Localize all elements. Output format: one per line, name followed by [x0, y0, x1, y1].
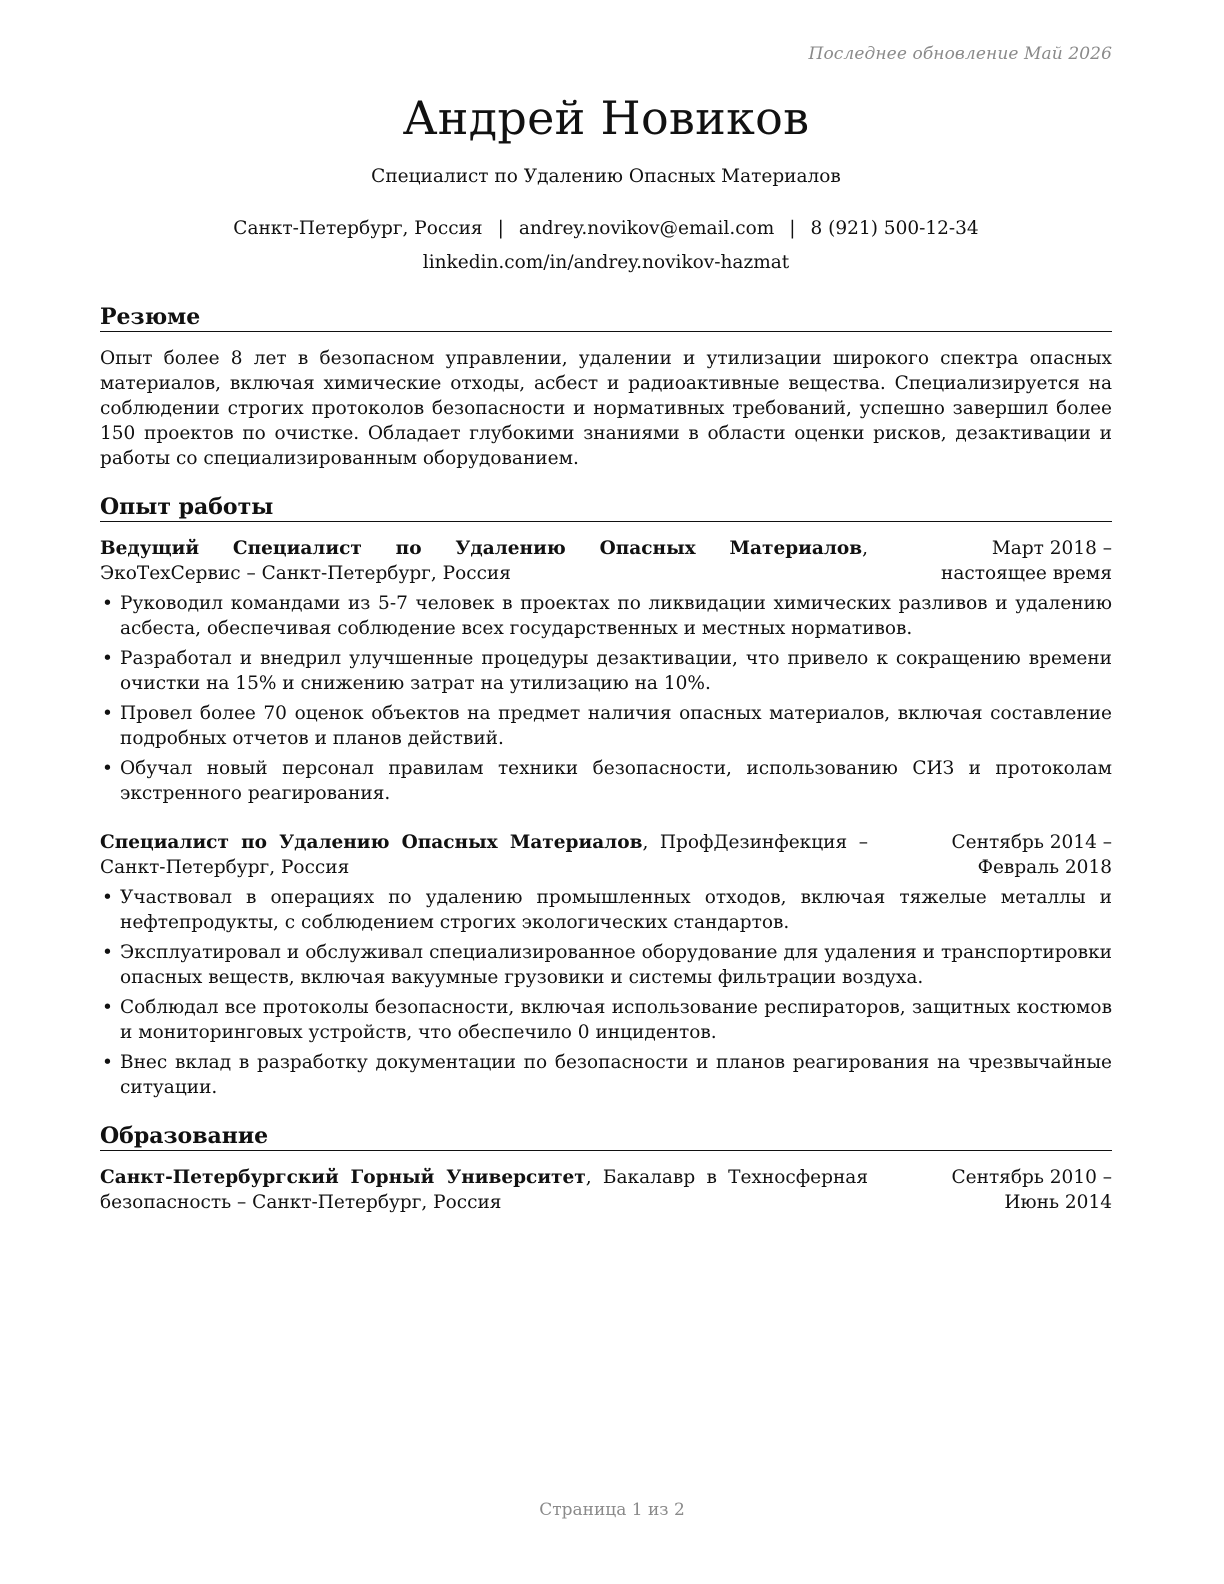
job-title-line: [100, 830, 868, 880]
education-line: [100, 1165, 868, 1215]
job-bullet: • Руководил командами из 5-7 человек в проектах по ликвидации химических разливов и удалению асбеста, обеспечивая соблюдение всех государственных и местных нормативов.: [100, 591, 1112, 641]
job-header: [100, 830, 1112, 880]
job-position: Ведущий Специалист по Удалению Опасных Материалов: [100, 538, 863, 559]
summary-section: [100, 303, 1112, 471]
job-entry: [100, 830, 1112, 1100]
job-bullet: • Разработал и внедрил улучшенные процедуры дезактивации, что привело к сокращению времени очистки на 15% и снижению затрат на утилизацию на 10%.: [100, 646, 1112, 696]
resume-body: [100, 303, 1112, 1237]
job-dates: Сентябрь 2014 – Февраль 2018: [951, 832, 1112, 878]
contact-phone: 8 (921) 500-12-34: [810, 218, 979, 239]
education-details: , Бакалавр в Техносферная безопасность – Санкт-Петербург, Россия: [100, 1167, 868, 1213]
summary-text: Опыт более 8 лет в безопасном управлении, удалении и утилизации широкого спектра опасных материалов, включая химические отходы, асбест и радиоактивные вещества. Специализируется на соблюдении строгих протоколов безопасности и нормативных требований, успешно завершил более 150 проектов по очистке. Обладает глубокими знаниями в области оценки рисков, дезактивации и работы со специализированным оборудованием.: [100, 348, 1112, 469]
job-title-line: [100, 536, 868, 586]
job-bullet: • Эксплуатировал и обслуживал специализированное оборудование для удаления и транспортировки опасных веществ, включая вакуумные грузовики и системы фильтрации воздуха.: [100, 940, 1112, 990]
job-header: [100, 536, 1112, 586]
job-position: Специалист по Удалению Опасных Материалов: [100, 832, 643, 853]
contact-linkedin[interactable]: linkedin.com/in/andrey.novikov-hazmat: [422, 252, 790, 273]
job-bullet: • Провел более 70 оценок объектов на предмет наличия опасных материалов, включая составление подробных отчетов и планов действий.: [100, 701, 1112, 751]
page-number: Страница 1 из 2: [539, 1500, 685, 1520]
job-bullet: • Обучал новый персонал правилам техники безопасности, использованию СИЗ и протоколам экстренного реагирования.: [100, 756, 1112, 806]
last-updated: Последнее обновление Май 2026: [808, 44, 1112, 64]
contact-line-1: [100, 212, 1112, 246]
contact-line-2: [100, 246, 1112, 280]
resume-header: [100, 88, 1112, 280]
job-bullet: • Соблюдал все протоколы безопасности, включая использование респираторов, защитных костюмов и мониторинговых устройств, что обеспечило 0 инцидентов.: [100, 995, 1112, 1045]
job-entry: [100, 536, 1112, 806]
job-bullet: • Внес вклад в разработку документации по безопасности и планов реагирования на чрезвычайные ситуации.: [100, 1050, 1112, 1100]
candidate-name: Андрей Новиков: [402, 91, 810, 145]
job-bullets: [100, 591, 1112, 806]
contact-location: Санкт-Петербург, Россия: [233, 218, 483, 239]
job-company: , ЭкоТехСервис – Санкт-Петербург, Россия: [100, 538, 868, 584]
education-entry: [100, 1165, 1112, 1215]
contact-email[interactable]: andrey.novikov@email.com: [518, 218, 775, 239]
education-section: [100, 1122, 1112, 1215]
education-institution: Санкт-Петербургский Горный Университет: [100, 1167, 586, 1188]
education-title: Образование: [100, 1122, 1112, 1151]
contact-separator: |: [789, 218, 796, 239]
summary-title: Резюме: [100, 303, 1112, 332]
job-dates: Март 2018 – настоящее время: [940, 538, 1112, 584]
experience-title: Опыт работы: [100, 493, 1112, 522]
education-dates: Сентябрь 2010 – Июнь 2014: [951, 1167, 1112, 1213]
job-bullet: • Участвовал в операциях по удалению промышленных отходов, включая тяжелые металлы и нефтепродукты, с соблюдением строгих экологических стандартов.: [100, 885, 1112, 935]
job-company: , ПрофДезинфекция – Санкт-Петербург, Россия: [100, 832, 868, 878]
candidate-role: Специалист по Удалению Опасных Материалов: [371, 166, 841, 187]
experience-section: [100, 493, 1112, 1100]
job-bullets: [100, 885, 1112, 1100]
contact-info: [100, 212, 1112, 280]
contact-separator: |: [497, 218, 504, 239]
